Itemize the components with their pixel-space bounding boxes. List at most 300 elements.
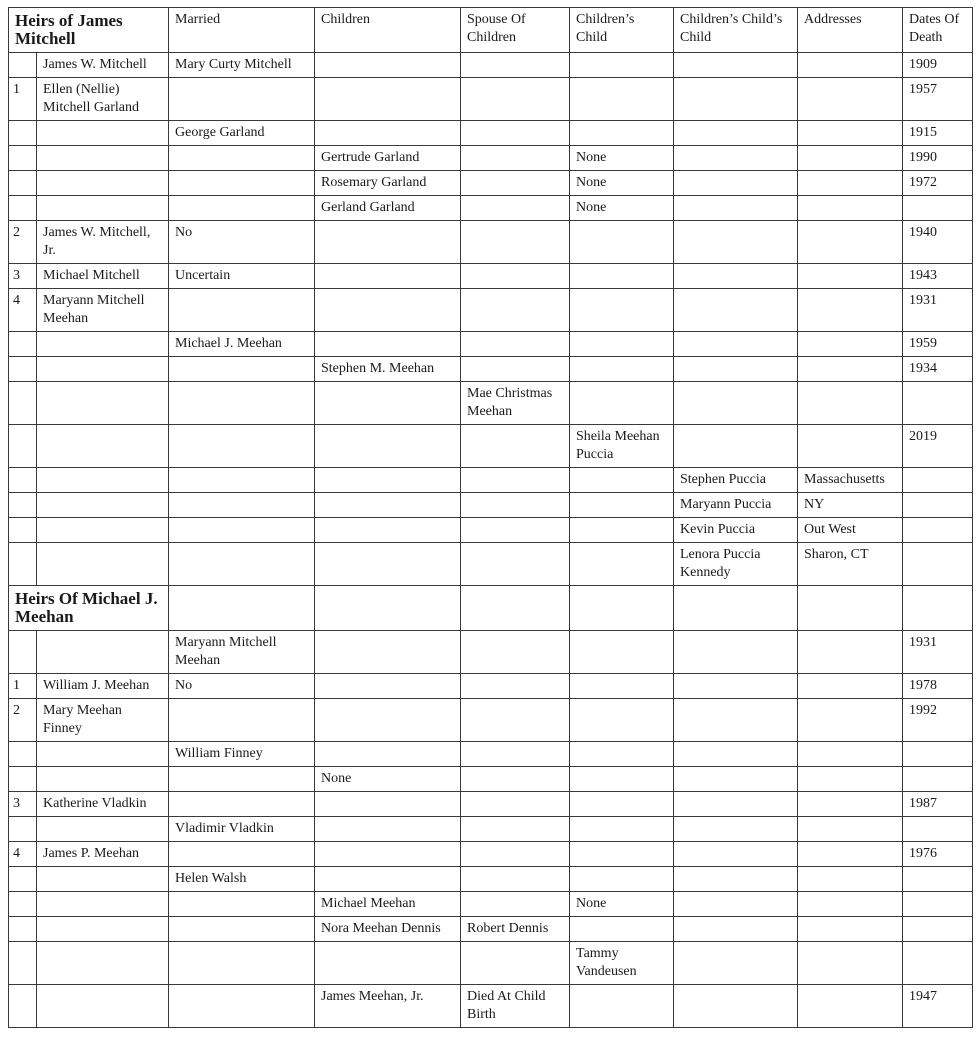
cell-number: 3: [9, 264, 37, 289]
cell-childrens-childs-child: [674, 867, 798, 892]
cell-children: [315, 425, 461, 468]
table-row: [9, 332, 973, 357]
cell-childrens-childs-child: [674, 264, 798, 289]
cell-childrens-child: [570, 817, 674, 842]
column-header-addresses: Addresses: [798, 8, 903, 53]
cell-married: Michael J. Meehan: [169, 332, 315, 357]
cell-childrens-childs-child: [674, 425, 798, 468]
cell-childrens-childs-child: [674, 196, 798, 221]
cell-married: [169, 917, 315, 942]
cell-married: [169, 289, 315, 332]
cell-address: [798, 699, 903, 742]
cell-spouse-of-children: [461, 332, 570, 357]
cell-address: [798, 742, 903, 767]
cell-childrens-child: [570, 53, 674, 78]
cell-address: [798, 942, 903, 985]
cell-heir: [37, 425, 169, 468]
cell-spouse-of-children: [461, 742, 570, 767]
cell-address: [798, 892, 903, 917]
cell-married: [169, 425, 315, 468]
cell-heir: [37, 631, 169, 674]
cell-childrens-child: [570, 842, 674, 867]
cell-empty: [315, 586, 461, 631]
column-header-dates-of-death: Dates Of Death: [903, 8, 973, 53]
cell-married: [169, 196, 315, 221]
header-row: [9, 8, 973, 53]
cell-childrens-child: [570, 674, 674, 699]
cell-married: William Finney: [169, 742, 315, 767]
cell-number: [9, 332, 37, 357]
cell-date-of-death: 1931: [903, 289, 973, 332]
cell-childrens-child: [570, 121, 674, 146]
cell-childrens-child: [570, 631, 674, 674]
cell-spouse-of-children: [461, 468, 570, 493]
cell-date-of-death: 1987: [903, 792, 973, 817]
cell-address: [798, 917, 903, 942]
cell-heir: [37, 742, 169, 767]
cell-childrens-child: [570, 742, 674, 767]
cell-heir: Katherine Vladkin: [37, 792, 169, 817]
cell-spouse-of-children: [461, 817, 570, 842]
cell-childrens-childs-child: [674, 382, 798, 425]
cell-children: [315, 699, 461, 742]
cell-heir: [37, 121, 169, 146]
cell-date-of-death: 1976: [903, 842, 973, 867]
cell-married: Vladimir Vladkin: [169, 817, 315, 842]
cell-heir: James W. Mitchell, Jr.: [37, 221, 169, 264]
cell-spouse-of-children: [461, 767, 570, 792]
cell-childrens-childs-child: Maryann Puccia: [674, 493, 798, 518]
cell-children: [315, 221, 461, 264]
column-header-childrens-childs-child: Children’s Child’s Child: [674, 8, 798, 53]
cell-number: [9, 468, 37, 493]
cell-children: [315, 53, 461, 78]
cell-married: No: [169, 674, 315, 699]
cell-number: [9, 817, 37, 842]
cell-number: [9, 171, 37, 196]
cell-childrens-child: [570, 699, 674, 742]
cell-address: [798, 792, 903, 817]
cell-spouse-of-children: [461, 221, 570, 264]
cell-spouse-of-children: Mae Christmas Meehan: [461, 382, 570, 425]
cell-address: [798, 146, 903, 171]
cell-childrens-child: [570, 493, 674, 518]
cell-spouse-of-children: [461, 78, 570, 121]
cell-spouse-of-children: [461, 146, 570, 171]
cell-date-of-death: 1959: [903, 332, 973, 357]
cell-address: Out West: [798, 518, 903, 543]
cell-children: [315, 289, 461, 332]
cell-date-of-death: [903, 196, 973, 221]
heirs-table: [8, 7, 973, 1028]
cell-spouse-of-children: [461, 792, 570, 817]
cell-children: [315, 543, 461, 586]
cell-childrens-childs-child: [674, 121, 798, 146]
cell-children: [315, 842, 461, 867]
cell-childrens-childs-child: [674, 171, 798, 196]
cell-date-of-death: 1931: [903, 631, 973, 674]
table-row: [9, 543, 973, 586]
section-title-michael-meehan: Heirs Of Michael J. Meehan: [9, 586, 169, 631]
cell-number: [9, 917, 37, 942]
cell-childrens-childs-child: [674, 78, 798, 121]
cell-spouse-of-children: [461, 867, 570, 892]
cell-childrens-childs-child: [674, 817, 798, 842]
cell-date-of-death: [903, 767, 973, 792]
cell-heir: [37, 171, 169, 196]
table-row: [9, 382, 973, 425]
cell-childrens-childs-child: [674, 146, 798, 171]
cell-number: 4: [9, 289, 37, 332]
cell-children: [315, 867, 461, 892]
table-row: [9, 674, 973, 699]
cell-address: [798, 53, 903, 78]
cell-childrens-childs-child: [674, 742, 798, 767]
cell-heir: [37, 196, 169, 221]
cell-date-of-death: [903, 867, 973, 892]
cell-address: [798, 674, 903, 699]
table-row: [9, 767, 973, 792]
cell-childrens-child: None: [570, 196, 674, 221]
cell-number: [9, 985, 37, 1028]
cell-number: [9, 543, 37, 586]
column-header-childrens-child: Children’s Child: [570, 8, 674, 53]
cell-children: Nora Meehan Dennis: [315, 917, 461, 942]
cell-childrens-child: [570, 468, 674, 493]
cell-childrens-child: [570, 767, 674, 792]
table-row: [9, 146, 973, 171]
cell-number: [9, 425, 37, 468]
cell-address: [798, 289, 903, 332]
table-row: [9, 425, 973, 468]
cell-spouse-of-children: [461, 892, 570, 917]
cell-children: [315, 332, 461, 357]
cell-married: [169, 985, 315, 1028]
cell-spouse-of-children: [461, 289, 570, 332]
cell-spouse-of-children: [461, 171, 570, 196]
cell-children: [315, 78, 461, 121]
cell-childrens-childs-child: [674, 942, 798, 985]
table-row: [9, 121, 973, 146]
cell-number: [9, 742, 37, 767]
cell-childrens-childs-child: [674, 767, 798, 792]
cell-childrens-child: Tammy Vandeusen: [570, 942, 674, 985]
column-header-married: Married: [169, 8, 315, 53]
cell-address: [798, 171, 903, 196]
cell-childrens-childs-child: [674, 985, 798, 1028]
cell-childrens-childs-child: [674, 53, 798, 78]
cell-heir: [37, 543, 169, 586]
cell-empty: [674, 586, 798, 631]
cell-address: [798, 817, 903, 842]
cell-heir: [37, 382, 169, 425]
cell-number: [9, 892, 37, 917]
cell-address: [798, 842, 903, 867]
section-title-james-mitchell: Heirs of James Mitchell: [9, 8, 169, 53]
cell-empty: [461, 586, 570, 631]
cell-childrens-childs-child: [674, 917, 798, 942]
cell-date-of-death: [903, 543, 973, 586]
cell-childrens-childs-child: [674, 357, 798, 382]
cell-married: [169, 78, 315, 121]
cell-date-of-death: [903, 518, 973, 543]
cell-address: [798, 332, 903, 357]
cell-childrens-childs-child: [674, 221, 798, 264]
cell-heir: [37, 518, 169, 543]
cell-number: 1: [9, 674, 37, 699]
cell-married: No: [169, 221, 315, 264]
cell-childrens-child: [570, 221, 674, 264]
cell-childrens-child: Sheila Meehan Puccia: [570, 425, 674, 468]
cell-childrens-child: [570, 518, 674, 543]
cell-childrens-childs-child: [674, 631, 798, 674]
cell-married: [169, 942, 315, 985]
cell-address: [798, 382, 903, 425]
cell-spouse-of-children: [461, 842, 570, 867]
cell-children: [315, 468, 461, 493]
table-row: [9, 892, 973, 917]
table-row: [9, 493, 973, 518]
cell-childrens-child: [570, 264, 674, 289]
cell-number: [9, 767, 37, 792]
cell-children: Stephen M. Meehan: [315, 357, 461, 382]
cell-spouse-of-children: [461, 674, 570, 699]
section-header-row: [9, 586, 973, 631]
heirs-table-container: [8, 7, 973, 1028]
table-row: [9, 842, 973, 867]
table-row: [9, 264, 973, 289]
cell-number: 1: [9, 78, 37, 121]
cell-childrens-child: [570, 792, 674, 817]
cell-children: [315, 121, 461, 146]
cell-date-of-death: 1947: [903, 985, 973, 1028]
table-row: [9, 221, 973, 264]
cell-date-of-death: [903, 493, 973, 518]
cell-childrens-child: [570, 917, 674, 942]
cell-spouse-of-children: [461, 425, 570, 468]
table-row: [9, 867, 973, 892]
cell-heir: [37, 146, 169, 171]
cell-number: [9, 382, 37, 425]
cell-date-of-death: [903, 468, 973, 493]
cell-date-of-death: 1909: [903, 53, 973, 78]
cell-number: [9, 867, 37, 892]
cell-address: [798, 78, 903, 121]
cell-children: [315, 493, 461, 518]
cell-childrens-childs-child: [674, 674, 798, 699]
cell-empty: [570, 586, 674, 631]
cell-heir: James W. Mitchell: [37, 53, 169, 78]
cell-date-of-death: [903, 892, 973, 917]
cell-spouse-of-children: [461, 121, 570, 146]
cell-address: [798, 985, 903, 1028]
table-row: [9, 78, 973, 121]
cell-children: [315, 631, 461, 674]
cell-married: [169, 468, 315, 493]
cell-date-of-death: [903, 382, 973, 425]
cell-heir: [37, 357, 169, 382]
cell-number: [9, 196, 37, 221]
cell-address: [798, 867, 903, 892]
cell-spouse-of-children: [461, 196, 570, 221]
cell-childrens-childs-child: [674, 289, 798, 332]
cell-date-of-death: 1957: [903, 78, 973, 121]
cell-address: [798, 357, 903, 382]
cell-childrens-childs-child: [674, 699, 798, 742]
cell-heir: [37, 493, 169, 518]
cell-married: Mary Curty Mitchell: [169, 53, 315, 78]
cell-spouse-of-children: [461, 942, 570, 985]
cell-childrens-childs-child: [674, 842, 798, 867]
cell-children: Michael Meehan: [315, 892, 461, 917]
cell-married: [169, 792, 315, 817]
cell-children: [315, 264, 461, 289]
cell-number: 2: [9, 221, 37, 264]
cell-date-of-death: 1978: [903, 674, 973, 699]
cell-childrens-child: [570, 985, 674, 1028]
table-row: [9, 792, 973, 817]
cell-address: [798, 425, 903, 468]
cell-married: [169, 767, 315, 792]
table-row: [9, 196, 973, 221]
cell-children: Gerland Garland: [315, 196, 461, 221]
cell-number: [9, 631, 37, 674]
cell-children: [315, 742, 461, 767]
table-row: [9, 518, 973, 543]
cell-address: Massachusetts: [798, 468, 903, 493]
cell-date-of-death: 1972: [903, 171, 973, 196]
cell-married: [169, 543, 315, 586]
cell-heir: [37, 892, 169, 917]
cell-number: [9, 518, 37, 543]
cell-address: [798, 196, 903, 221]
cell-children: [315, 674, 461, 699]
table-row: [9, 817, 973, 842]
cell-spouse-of-children: [461, 543, 570, 586]
cell-heir: [37, 985, 169, 1028]
cell-number: 3: [9, 792, 37, 817]
cell-heir: Ellen (Nellie) Mitchell Garland: [37, 78, 169, 121]
cell-spouse-of-children: [461, 264, 570, 289]
cell-date-of-death: [903, 942, 973, 985]
cell-date-of-death: 1992: [903, 699, 973, 742]
cell-number: [9, 53, 37, 78]
cell-heir: [37, 817, 169, 842]
column-header-spouse-of-children: Spouse Of Children: [461, 8, 570, 53]
cell-children: Gertrude Garland: [315, 146, 461, 171]
cell-children: [315, 382, 461, 425]
cell-spouse-of-children: [461, 53, 570, 78]
table-row: [9, 53, 973, 78]
cell-childrens-child: None: [570, 892, 674, 917]
cell-married: Helen Walsh: [169, 867, 315, 892]
cell-heir: James P. Meehan: [37, 842, 169, 867]
cell-spouse-of-children: Died At Child Birth: [461, 985, 570, 1028]
cell-address: [798, 631, 903, 674]
cell-childrens-child: [570, 543, 674, 586]
table-row: [9, 942, 973, 985]
cell-childrens-child: [570, 382, 674, 425]
table-row: [9, 917, 973, 942]
cell-spouse-of-children: [461, 518, 570, 543]
cell-married: Maryann Mitchell Meehan: [169, 631, 315, 674]
cell-childrens-child: None: [570, 171, 674, 196]
cell-heir: Michael Mitchell: [37, 264, 169, 289]
cell-childrens-child: [570, 357, 674, 382]
cell-number: [9, 357, 37, 382]
cell-heir: Maryann Mitchell Meehan: [37, 289, 169, 332]
cell-children: [315, 792, 461, 817]
table-row: [9, 171, 973, 196]
column-header-children: Children: [315, 8, 461, 53]
cell-empty: [798, 586, 903, 631]
cell-childrens-child: [570, 78, 674, 121]
cell-married: Uncertain: [169, 264, 315, 289]
cell-address: NY: [798, 493, 903, 518]
cell-heir: [37, 767, 169, 792]
cell-childrens-childs-child: Stephen Puccia: [674, 468, 798, 493]
cell-date-of-death: [903, 917, 973, 942]
cell-childrens-child: None: [570, 146, 674, 171]
cell-married: [169, 146, 315, 171]
cell-date-of-death: 2019: [903, 425, 973, 468]
table-row: [9, 468, 973, 493]
cell-children: James Meehan, Jr.: [315, 985, 461, 1028]
cell-address: [798, 121, 903, 146]
cell-married: [169, 357, 315, 382]
cell-heir: [37, 468, 169, 493]
cell-date-of-death: 1915: [903, 121, 973, 146]
table-body: [9, 8, 973, 1028]
cell-address: Sharon, CT: [798, 543, 903, 586]
cell-married: George Garland: [169, 121, 315, 146]
cell-date-of-death: 1940: [903, 221, 973, 264]
cell-children: [315, 942, 461, 985]
cell-married: [169, 842, 315, 867]
cell-married: [169, 171, 315, 196]
cell-date-of-death: 1990: [903, 146, 973, 171]
table-row: [9, 699, 973, 742]
cell-childrens-childs-child: Kevin Puccia: [674, 518, 798, 543]
cell-childrens-childs-child: [674, 332, 798, 357]
cell-number: 2: [9, 699, 37, 742]
cell-children: None: [315, 767, 461, 792]
cell-date-of-death: [903, 742, 973, 767]
table-row: [9, 631, 973, 674]
cell-date-of-death: 1943: [903, 264, 973, 289]
table-row: [9, 985, 973, 1028]
cell-married: [169, 382, 315, 425]
table-row: [9, 289, 973, 332]
cell-married: [169, 892, 315, 917]
cell-heir: [37, 867, 169, 892]
cell-number: 4: [9, 842, 37, 867]
cell-children: [315, 817, 461, 842]
cell-married: [169, 493, 315, 518]
cell-childrens-child: [570, 289, 674, 332]
cell-heir: Mary Meehan Finney: [37, 699, 169, 742]
cell-spouse-of-children: Robert Dennis: [461, 917, 570, 942]
cell-childrens-childs-child: [674, 792, 798, 817]
cell-number: [9, 121, 37, 146]
cell-spouse-of-children: [461, 631, 570, 674]
cell-address: [798, 264, 903, 289]
cell-empty: [169, 586, 315, 631]
cell-date-of-death: [903, 817, 973, 842]
cell-heir: [37, 942, 169, 985]
cell-heir: [37, 332, 169, 357]
cell-married: [169, 518, 315, 543]
